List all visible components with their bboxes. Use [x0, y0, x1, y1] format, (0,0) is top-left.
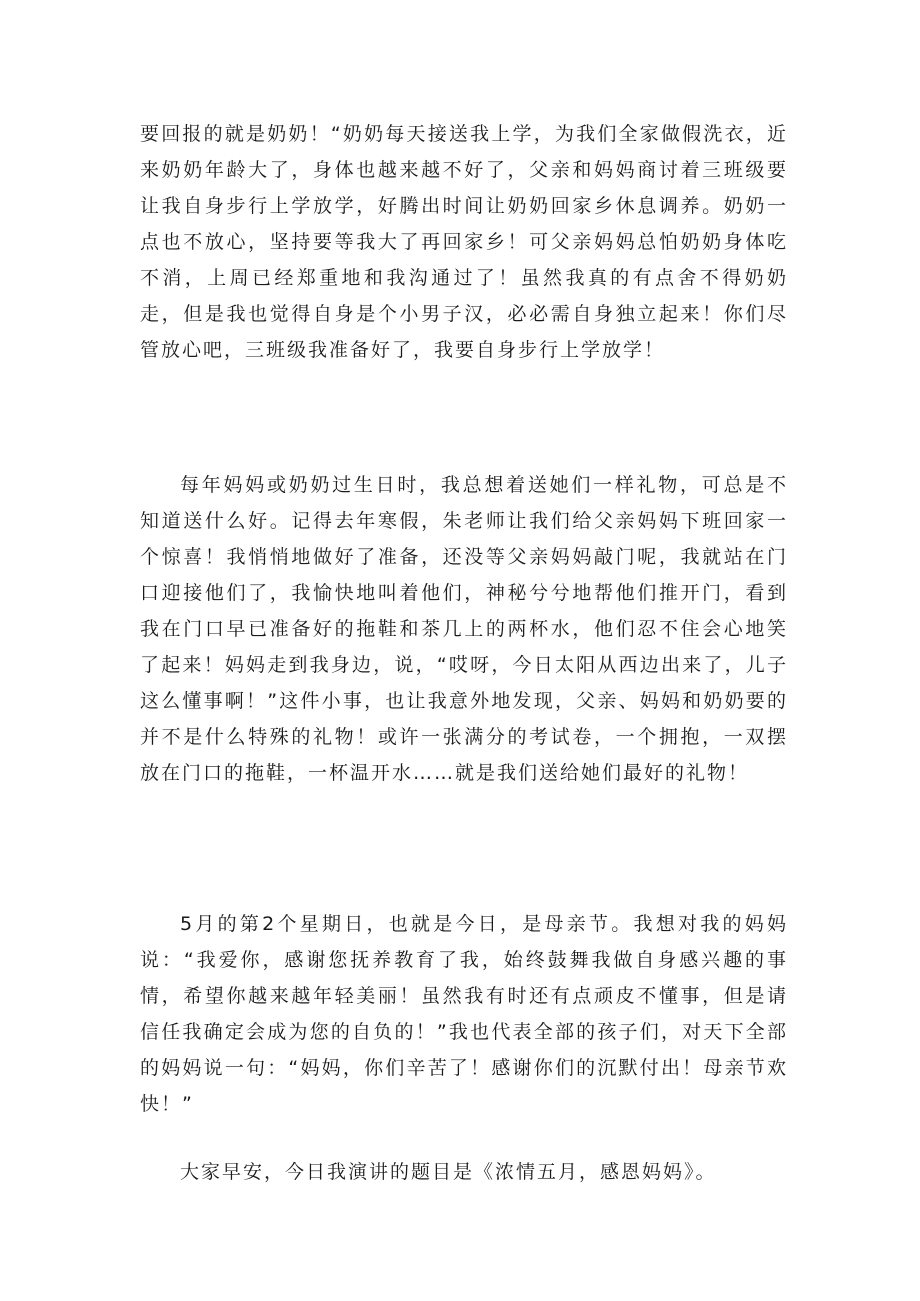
paragraph-4: 大家早安，今日我演讲的题目是《浓情五月，感恩妈妈》。 [180, 1161, 717, 1183]
paragraph-2: 每年妈妈或奶奶过生日时，我总想着送她们一样礼物，可总是不知道送什么好。记得去年寒假，朱老师让我们给父亲妈妈下班回家一个惊喜！我悄悄地做好了准备，还没等父亲妈妈敲门呢，我就站在门口迎接他们了，我愉快地叫着他们，神秘兮兮地帮他们推开门，看到我在门口早已准备好的拖鞋和茶几上的两杯水，他们忍不住会心地笑了起来！妈妈走到我身边，说，“哎呀，今日太阳从西边出来了，儿子这么懂事啊！”这件小事，也让我意外地发现，父亲、妈妈和奶奶要的并不是什么特殊的礼物！或许一张满分的考试卷，一个拥抱，一双摆放在门口的拖鞋，一杯温开水……就是我们送给她们最好的礼物！ [140, 474, 788, 784]
paragraph-1: 要回报的就是奶奶！“奶奶每天接送我上学，为我们全家做假洗衣，近来奶奶年龄大了，身体也越来越不好了，父亲和妈妈商讨着三班级要让我自身步行上学放学，好腾出时间让奶奶回家乡休息调养。奶奶一点也不放心，坚持要等我大了再回家乡！可父亲妈妈总怕奶奶身体吃不消，上周已经郑重地和我沟通过了！虽然我真的有点舍不得奶奶走，但是我也觉得自身是个小男子汉，必必需自身独立起来！你们尽管放心吧，三班级我准备好了，我要自身步行上学放学！ [140, 123, 788, 361]
paragraph-3: 5月的第2个星期日，也就是今日，是母亲节。我想对我的妈妈说：“我爱你，感谢您抚养教育了我，始终鼓舞我做自身感兴趣的事情，希望你越来越年轻美丽！虽然我有时还有点顽皮不懂事，但是请信任我确定会成为您的自负的！”我也代表全部的孩子们，对天下全部的妈妈说一句：“妈妈，你们辛苦了！感谢你们的沉默付出！母亲节欢快！” [140, 913, 788, 1115]
